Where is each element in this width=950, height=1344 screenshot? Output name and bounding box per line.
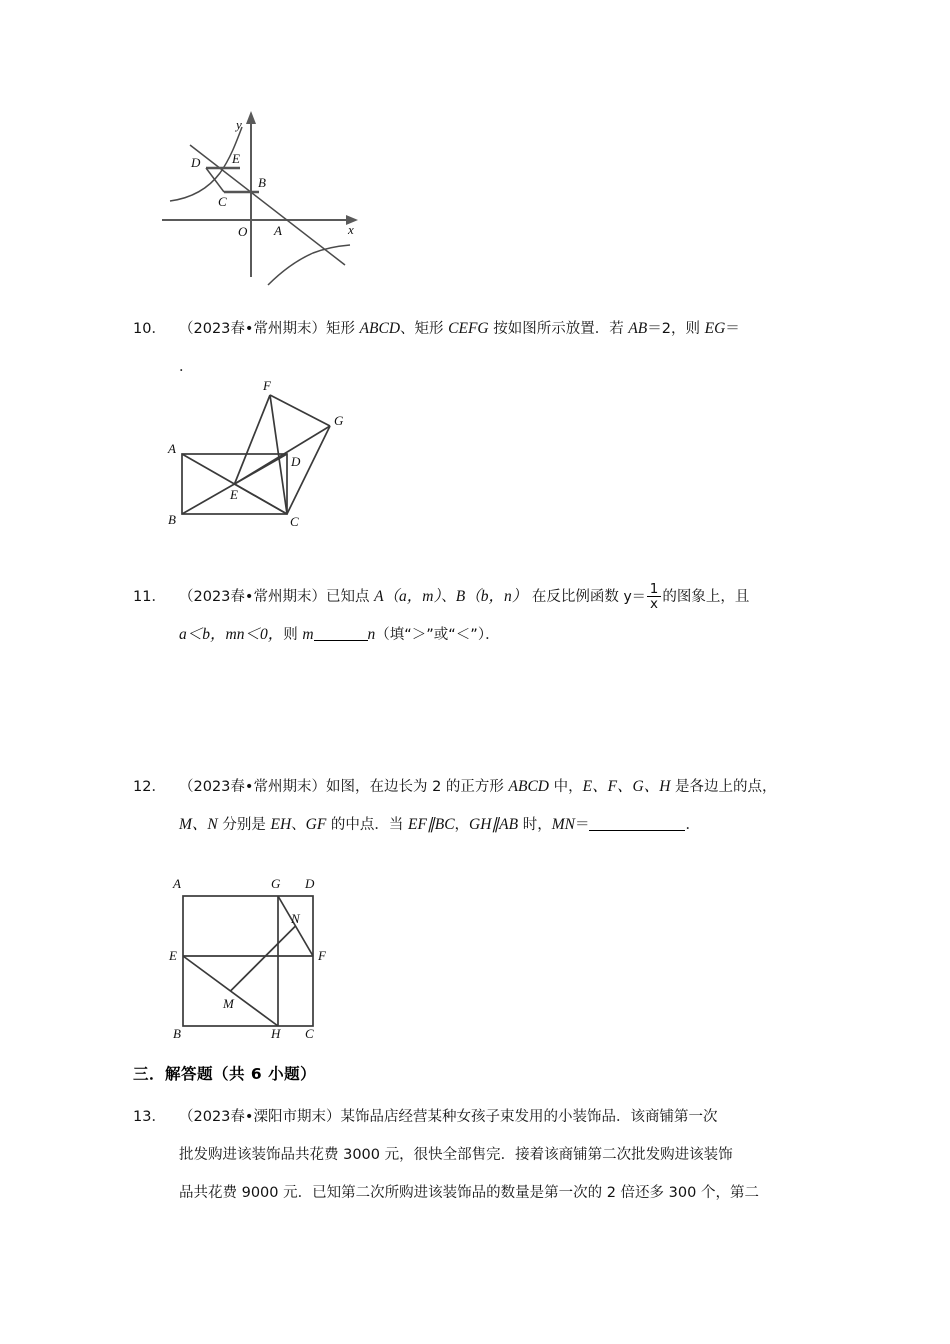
q10-source: （2023春•常州期末）	[179, 321, 326, 337]
label-M: M	[223, 996, 234, 1011]
label-D: D	[291, 454, 301, 469]
q12-seg-eh: EH	[270, 816, 292, 833]
q11-number: 11．	[133, 589, 166, 605]
q10-eg: EG	[704, 320, 726, 337]
q12-line2-text-4: ，	[454, 817, 470, 833]
q10-body	[179, 310, 823, 386]
q10-text-2: 、矩形	[400, 321, 449, 337]
q11-fraction	[647, 582, 662, 611]
label-G: G	[271, 876, 281, 891]
figure-inverse-proportion-graph	[150, 105, 380, 290]
q12-condition-2: GH∥AB	[469, 816, 519, 833]
q10-period: ．	[179, 359, 194, 375]
q12-source: （2023春•常州期末）	[179, 779, 326, 795]
label-N: N	[291, 911, 300, 926]
q10-text-1: 矩形	[325, 321, 360, 337]
q11-line2-text-2: （填“＞”或“＜”）．	[375, 627, 500, 643]
label-A: A	[168, 441, 176, 456]
q12-line2-text-3: 的中点．当	[326, 817, 409, 833]
label-B: B	[173, 1026, 181, 1038]
q12-line2-text-5: 时，	[518, 817, 552, 833]
q11-point-b: B（b，n）	[455, 588, 528, 605]
q11-n: n	[367, 626, 376, 643]
q13-line-3: 品共花费 9000 元．已知第二次所购进该装饰品的数量是第一次的 2 倍还多 300 个，第二	[179, 1185, 759, 1201]
q13-line-2: 批发购进该装饰品共花费 3000 元，很快全部售完．接着该商铺第二次批发购进该装饰	[179, 1147, 733, 1163]
q10-abcd: ABCD	[359, 320, 401, 337]
q12-mn: MN	[551, 816, 575, 833]
label-E: E	[230, 487, 238, 502]
label-B: B	[168, 512, 176, 527]
figure2-svg	[160, 378, 390, 533]
segment-MN	[231, 926, 296, 991]
q12-mn-points: M、N	[179, 816, 218, 833]
q12-number: 12．	[133, 779, 166, 795]
segment-EF	[235, 395, 271, 484]
q11-conditions: a＜b，mn＜0，	[179, 626, 284, 643]
label-B: B	[258, 175, 266, 190]
q13-number: 13．	[133, 1109, 166, 1125]
question-11	[133, 578, 823, 654]
q11-line-2	[179, 616, 823, 654]
q10-cefg: CEFG	[448, 320, 489, 337]
segment-CE	[235, 484, 288, 514]
q11-func-y: y	[623, 589, 632, 605]
q10-eq2: ＝2，	[647, 321, 686, 337]
question-10	[133, 310, 823, 386]
q13-body	[179, 1098, 823, 1212]
q12-period: ．	[685, 817, 700, 833]
q12-body	[179, 768, 823, 844]
q11-body	[179, 578, 823, 654]
q11-answer-blank[interactable]	[314, 640, 368, 641]
q11-text-4: 的图象上，且	[662, 589, 750, 605]
label-C: C	[218, 194, 227, 209]
q12-answer-blank[interactable]	[589, 830, 685, 831]
q12-abcd: ABCD	[508, 778, 549, 795]
figure1-svg	[150, 105, 380, 290]
label-F: F	[263, 378, 271, 393]
label-H: H	[271, 1026, 281, 1038]
label-G: G	[334, 413, 344, 428]
question-12	[133, 768, 823, 844]
y-axis-arrowhead	[246, 111, 256, 124]
label-C: C	[290, 514, 299, 529]
q13-line-1: 某饰品店经营某种女孩子束发用的小装饰品．该商铺第一次	[340, 1109, 718, 1125]
q11-m: m	[302, 626, 314, 643]
q12-line-2	[179, 806, 823, 844]
q11-text-3: 在反比例函数	[527, 589, 624, 605]
q11-source: （2023春•常州期末）	[179, 589, 326, 605]
descending-line	[190, 145, 345, 265]
q10-ab: AB	[628, 320, 648, 337]
q12-equals: ＝	[574, 817, 590, 833]
q13-source: （2023春•溧阳市期末）	[179, 1109, 341, 1125]
label-E: E	[169, 948, 177, 963]
segment-FG	[270, 395, 330, 426]
label-y-axis: y	[236, 117, 242, 132]
q12-seg-gf: GF	[305, 816, 327, 833]
q11-text-2: 、	[441, 589, 456, 605]
q11-line2-text-1: 则	[283, 627, 303, 643]
q12-text-1: 如图，在边长为 2 的正方形	[325, 779, 509, 795]
q12-condition-1: EF∥BC	[408, 816, 455, 833]
label-A: A	[173, 876, 181, 891]
label-x-axis: x	[348, 222, 354, 237]
label-A: A	[274, 223, 282, 238]
question-13	[133, 1098, 823, 1212]
q12-line2-text-1: 分别是	[217, 817, 271, 833]
figure-square-midpoints	[165, 868, 380, 1038]
q11-point-a: A（a，m）	[374, 588, 442, 605]
q10-text-4: 则	[685, 321, 705, 337]
q12-points: E、F、G、H	[582, 778, 671, 795]
q12-line2-text-2: 、	[291, 817, 306, 833]
label-F: F	[318, 948, 326, 963]
label-D: D	[191, 155, 201, 170]
label-C: C	[305, 1026, 314, 1038]
q10-equals: ＝	[725, 321, 740, 337]
section-3-heading: 三．解答题（共 6 小题）	[133, 1065, 317, 1083]
figure3-svg	[165, 868, 380, 1038]
hyperbola-branch-q4	[268, 245, 350, 285]
q12-text-3: 是各边上的点，	[670, 779, 777, 795]
label-D: D	[305, 876, 315, 891]
label-origin: O	[238, 224, 248, 239]
q11-frac-numerator: 1	[649, 580, 659, 597]
q11-frac-denominator: x	[647, 596, 662, 611]
figure-two-rectangles	[160, 378, 390, 533]
q11-func-eq: ＝	[631, 589, 646, 605]
q10-number: 10．	[133, 321, 166, 337]
q10-text-3: 按如图所示放置．若	[488, 321, 629, 337]
q11-text-1: 已知点	[325, 589, 375, 605]
q12-text-2: 中，	[549, 779, 583, 795]
label-E: E	[232, 151, 240, 166]
